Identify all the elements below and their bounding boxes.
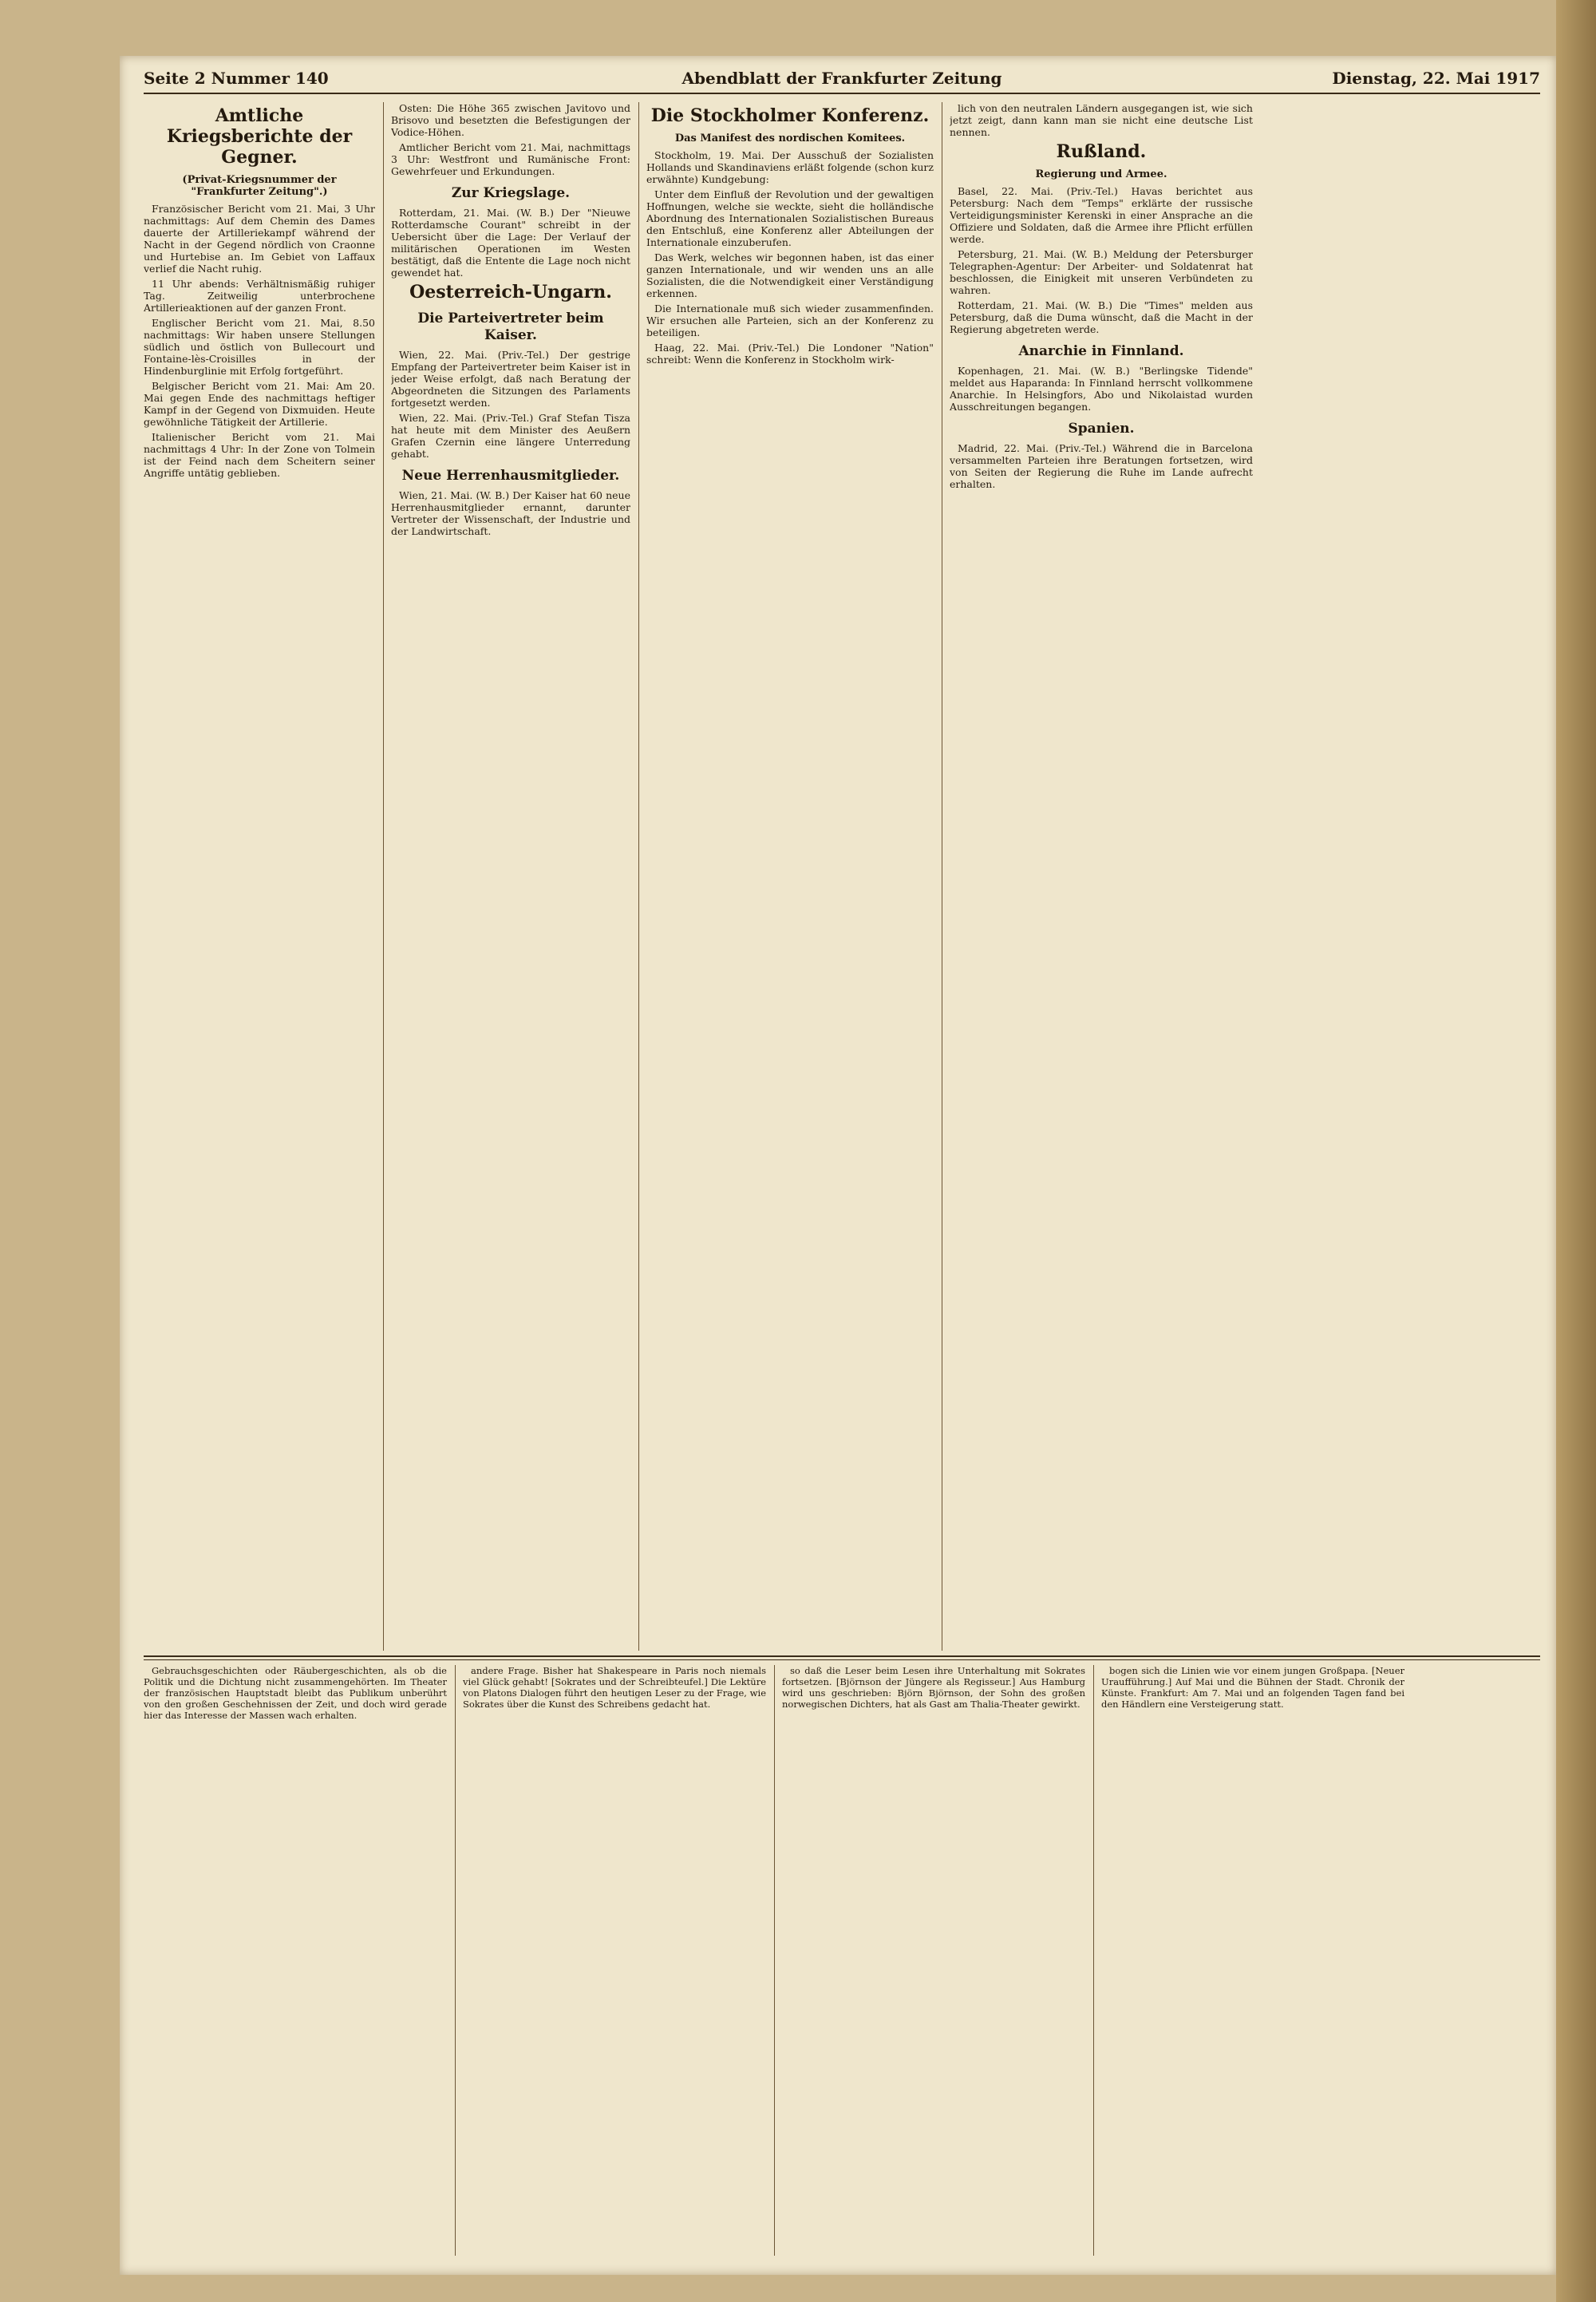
main-columns — [144, 102, 1540, 1651]
feuilleton-text-2: andere Frage. Bisher hat Shakespeare in Paris noch niemals viel Glück gehabt! [Sokrates und der Schreibteufel.] Die Lektüre von Platons Dialogen führt den heutigen Leser zu der Frage, wie Sokrates über die Kunst des Schreibens gedacht hat. — [463, 1665, 766, 1710]
spain-text: Madrid, 22. Mai. (Priv.-Tel.) Während die in Barcelona versammelten Parteien ihre Beratungen fortsetzen, wird von Seiten der Regierung die Ruhe im Lande aufrecht erhalten. — [950, 442, 1253, 490]
stockholm-intro: Stockholm, 19. Mai. Der Ausschuß der Sozialisten Hollands und Skandinaviens erläßt folgende (schon kurz erwähnte) Kundgebung: — [646, 149, 934, 185]
austria-hungary-heading: Oesterreich-Ungarn. — [409, 282, 612, 303]
column-austria — [391, 102, 630, 1651]
petersburg-report: Petersburg, 21. Mai. (W. B.) Meldung der Petersburger Telegraphen-Agentur: Der Arbeiter- und Soldatenrat hat beschlossen, die Einigkeit mit unseren Verbündeten zu wahren. — [950, 248, 1253, 296]
times-report: Rotterdam, 21. Mai. (W. B.) Die "Times" melden aus Petersburg, daß die Duma wünscht, daß die Macht in der Regierung abgetreten werde. — [950, 299, 1253, 335]
column-rule — [1093, 1665, 1094, 2256]
finland-text: Kopenhagen, 21. Mai. (W. B.) "Berlingske Tidende" meldet aus Haparanda: In Finnland herrscht vollkommene Anarchie. In Helsingfors, Abo und Nikolaistad wurden Ausschreitungen begangen. — [950, 365, 1253, 413]
feuilleton-section — [144, 1665, 1540, 2256]
page-number: Seite 2 Nummer 140 — [144, 69, 329, 88]
feuilleton-column-4 — [1101, 1665, 1404, 2256]
spain-heading: Spanien. — [1068, 421, 1135, 437]
party-representatives-text: Wien, 22. Mai. (Priv.-Tel.) Der gestrige Empfang der Parteivertreter beim Kaiser ist in jeder Weise erfolgt, daß nach Beratung der Abgeordneten die Sitzungen des Parlaments fortgesetzt werden. — [391, 349, 630, 409]
war-reports-title: Amtliche Kriegsberichte der Gegner. — [166, 105, 353, 168]
page-header — [144, 65, 1540, 94]
column-rule — [774, 1665, 775, 2256]
nation-report: Haag, 22. Mai. (Priv.-Tel.) Die Londoner "Nation" schreibt: Wenn die Konferenz in Stockholm wirk- — [646, 342, 934, 366]
column-rule — [638, 102, 639, 1651]
stockholm-title: Die Stockholmer Konferenz. — [650, 105, 930, 126]
feuilleton-column-3 — [782, 1665, 1085, 2256]
war-situation-heading: Zur Kriegslage. — [451, 185, 571, 201]
english-report: Englischer Bericht vom 21. Mai, 8.50 nachmittags: Wir haben unsere Stellungen südlich und östlich von Bullecourt und Fontaine-lès-Croisilles in der Hindenburglinie mit Erfolg fortgeführt. — [144, 317, 375, 377]
russia-subtitle: Regierung und Armee. — [1035, 168, 1167, 180]
stockholm-subtitle: Das Manifest des nordischen Komitees. — [674, 133, 906, 144]
tisza-text: Wien, 22. Mai. (Priv.-Tel.) Graf Stefan Tisza hat heute mit dem Minister des Aeußern Grafen Czernin eine längere Unterredung gehabt. — [391, 412, 630, 460]
stockholm-manifest: Unter dem Einfluß der Revolution und der gewaltigen Hoffnungen, welche sie weckte, sieht die holländische Abordnung des Internationalen Sozialistischen Bureaus den Entschluß, eine Konferenz aller Abteilungen der Internationale einzuberufen. — [646, 188, 934, 248]
stockholm-appeal: Das Werk, welches wir begonnen haben, ist das einer ganzen Internationale, und wir wenden uns an alle Sozialisten, die die Notwendigkeit einer Verständigung erkennen. — [646, 251, 934, 299]
french-report-evening: 11 Uhr abends: Verhältnismäßig ruhiger Tag. Zeitweilig unterbrochene Artillerieaktionen auf der ganzen Front. — [144, 278, 375, 314]
war-situation-text: Rotterdam, 21. Mai. (W. B.) Der "Nieuwe Rotterdamsche Courant" schreibt in der Uebersicht über die Lage: Der Verlauf der militärischen Operationen im Westen bestätigt, daß die Entente die Lage noch nicht gewendet hat. — [391, 207, 630, 279]
feuilleton-column-2 — [463, 1665, 766, 2256]
column-war-reports — [144, 102, 375, 1651]
herrenhaus-heading: Neue Herrenhausmitglieder. — [401, 468, 620, 484]
stockholm-conclusion: Die Internationale muß sich wieder zusammenfinden. Wir ersuchen alle Parteien, sich an der Konferenz zu beteiligen. — [646, 303, 934, 338]
feuilleton-column-1 — [144, 1665, 447, 2256]
column-rule — [383, 102, 384, 1651]
column-stockholm — [646, 102, 934, 1651]
feuilleton-divider — [144, 1655, 1540, 1660]
column-russia — [950, 102, 1253, 1651]
newspaper-page — [120, 56, 1556, 2275]
italian-report: Italienischer Bericht vom 21. Mai nachmittags 4 Uhr: In der Zone von Tolmein ist der Feind nach dem Scheitern seiner Angriffe untätig geblieben. — [144, 431, 375, 479]
romanian-front-report: Amtlicher Bericht vom 21. Mai, nachmittags 3 Uhr: Westfront und Rumänische Front: Gewehrfeuer und Erkundungen. — [391, 141, 630, 177]
finland-heading: Anarchie in Finnland. — [1018, 343, 1184, 359]
party-representatives-heading: Die Parteivertreter beim Kaiser. — [417, 310, 604, 343]
russia-heading: Rußland. — [1056, 141, 1147, 162]
war-reports-subtitle: (Privat-Kriegsnummer der "Frankfurter Zeitung".) — [182, 174, 337, 198]
nation-continuation: lich von den neutralen Ländern ausgegangen ist, wie sich jetzt zeigt, dann kann man sie nicht eine deutsche List nennen. — [950, 102, 1253, 138]
book-edge — [1556, 0, 1596, 2302]
eastern-front-report: Osten: Die Höhe 365 zwischen Javitovo und Brisovo und besetzten die Befestigungen der Vodice-Höhen. — [391, 102, 630, 138]
newspaper-title: Abendblatt der Frankfurter Zeitung — [681, 69, 1002, 88]
feuilleton-text-4: bogen sich die Linien wie vor einem jungen Großpapa. [Neuer Uraufführung.] Auf Mai und die Bühnen der Stadt. Chronik der Künste. Frankfurt: Am 7. Mai und an folgenden Tagen fand bei den Händlern eine Versteigerung statt. — [1101, 1665, 1404, 1710]
column-rule — [455, 1665, 456, 2256]
basel-report: Basel, 22. Mai. (Priv.-Tel.) Havas berichtet aus Petersburg: Nach dem "Temps" erklärte der russische Verteidigungsminister Kerenski in einer Ansprache an die Offiziere und Soldaten, daß die Armee ihre Pflicht erfüllen werde. — [950, 185, 1253, 245]
feuilleton-text-1: Gebrauchsgeschichten oder Räubergeschichten, als ob die Politik und die Dichtung nicht zusammengehörten. Im Theater der französischen Hauptstadt bleibt das Publikum unberührt von den großen Geschehnissen der Zeit, und doch wird gerade hier das Interesse der Massen wach erhalten. — [144, 1665, 447, 1721]
french-report: Französischer Bericht vom 21. Mai, 3 Uhr nachmittags: Auf dem Chemin des Dames dauerte der Artilleriekampf während der Nacht in der Gegend nördlich von Craonne und Hurtebise an. Im Gebiet von Laffaux verlief die Nacht ruhig. — [144, 203, 375, 275]
issue-date: Dienstag, 22. Mai 1917 — [1332, 69, 1540, 88]
feuilleton-text-3: so daß die Leser beim Lesen ihre Unterhaltung mit Sokrates fortsetzen. [Björnson der Jüngere als Regisseur.] Aus Hamburg wird uns geschrieben: Björn Björnson, der Sohn des großen norwegischen Dichters, hat als Gast am Thalia-Theater gewirkt. — [782, 1665, 1085, 1710]
herrenhaus-text: Wien, 21. Mai. (W. B.) Der Kaiser hat 60 neue Herrenhausmitglieder ernannt, darunter Vertreter der Wissenschaft, der Industrie und der Landwirtschaft. — [391, 489, 630, 537]
belgian-report: Belgischer Bericht vom 21. Mai: Am 20. Mai gegen Ende des nachmittags heftiger Kampf in der Gegend von Dixmuiden. Heute gewöhnliche Tätigkeit der Artillerie. — [144, 380, 375, 428]
